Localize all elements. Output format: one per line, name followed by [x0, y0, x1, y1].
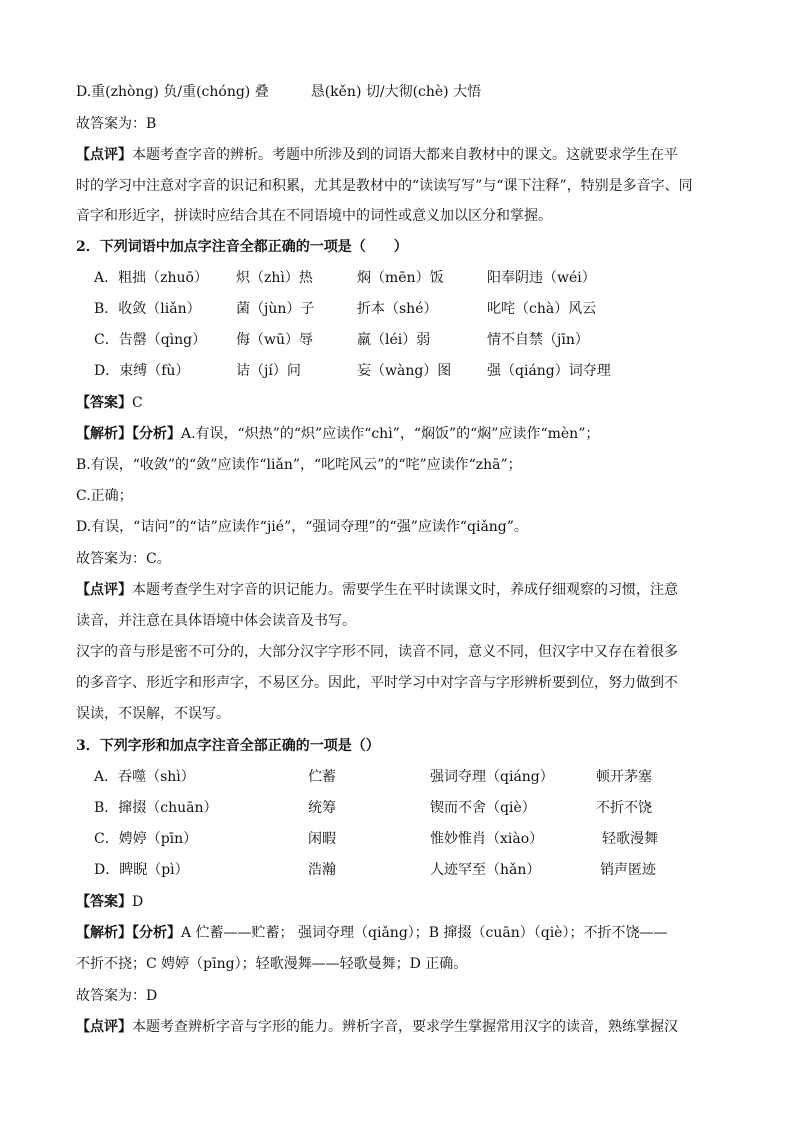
comment-tag: 【点评】 — [76, 1019, 132, 1035]
q2-a-3: 焖（mēn）饭 — [357, 270, 444, 286]
q2-analysis-line-1 — [76, 424, 720, 444]
q1-comment-line-1 — [76, 145, 720, 165]
q3-a-1: A．吞噬（shì） — [94, 769, 195, 785]
q3-b-4: 不折不饶 — [596, 800, 652, 816]
q3-comment-line-1 — [76, 1017, 720, 1037]
comment-tag: 【点评】 — [76, 582, 132, 598]
comment-tag: 【点评】 — [76, 147, 132, 163]
q3-a-2: 伫蓄 — [308, 769, 336, 785]
comment-text: 本题考查学生对字音的识记能力。需要学生在平时读课文时，养成仔细观察的习惯，注意 — [132, 582, 678, 598]
q3-c-3: 惟妙惟肖（xiào） — [430, 831, 544, 847]
q2-comment-line-4: 的多音字、形近字和形声字，不易区分。因此，平时学习中对字音与字形辨析要到位，努力做到不 — [76, 675, 678, 691]
q2-analysis-line-2: B.有误，“收敛”的“敛”应读作“liǎn”，“叱咤风云”的“咤”应读作“zhā”； — [76, 457, 522, 473]
q2-a-2: 炽（zhì）热 — [236, 270, 313, 286]
q3-d-1: D．睥睨（pì） — [94, 862, 189, 878]
analysis-text: A 伫蓄——贮蓄； 强词夺理（qiǎng）；B 撺掇（cuān）（qiè）；不折不饶—— — [181, 925, 668, 941]
analysis-tag: 【解析】【分析】 — [76, 426, 181, 442]
q3-a-4: 顿开茅塞 — [596, 769, 652, 785]
q3-answer-line: 故答案为：D — [76, 988, 158, 1004]
answer-value: D — [132, 894, 144, 910]
q3-d-2: 浩瀚 — [308, 862, 336, 878]
q3-answer — [76, 892, 143, 912]
q1-option-d: D.重(zhòng) 负/重(chóng) 叠 恳(kěn) 切/大彻(chè) 大悟 — [76, 84, 482, 100]
q2-d-4: 强（qiáng）词夺理 — [487, 363, 611, 379]
comment-text: 本题考查字音的辨析。考题中所涉及到的词语大都来自教材中的课文。这就要求学生在平 — [132, 147, 678, 163]
q3-analysis-line-1 — [76, 923, 720, 943]
q2-comment-line-3: 汉字的音与形是密不可分的，大部分汉字字形不同，读音不同，意义不同，但汉字中又存在着很多 — [76, 644, 678, 660]
q3-c-1: C．娉婷（pīn） — [94, 831, 198, 847]
q2-answer-line: 故答案为：C。 — [76, 551, 171, 567]
q3-d-3: 人迹罕至（hǎn） — [430, 862, 541, 878]
q2-analysis-line-4: D.有误，“诘问”的“诘”应读作“jié”，“强词夺理”的“强”应读作“qiǎng”。 — [76, 519, 528, 535]
q1-comment-line-2: 时的学习中注意对字音的识记和积累，尤其是教材中的“读读写写”与“课下注释”，特别是多音字、同 — [76, 178, 693, 194]
q3-analysis-line-2: 不折不挠；C 娉婷（pīng）；轻歌漫舞——轻歌曼舞；D 正确。 — [76, 956, 468, 972]
q2-c-2: 侮（wū）辱 — [236, 332, 313, 348]
comment-text: 本题考查辨析字音与字形的能力。辨析字音，要求学生掌握常用汉字的读音，熟练掌握汉 — [132, 1019, 678, 1035]
q2-d-1: D．束缚（fù） — [94, 363, 190, 379]
q3-c-4: 轻歌漫舞 — [602, 831, 658, 847]
q3-c-2: 闲暇 — [308, 831, 336, 847]
q2-b-2: 菌（jùn）子 — [236, 301, 315, 317]
answer-tag: 【答案】 — [76, 894, 132, 910]
q3-b-3: 锲而不舍（qiè） — [430, 800, 536, 816]
q3-b-1: B．撺掇（chuān） — [94, 800, 218, 816]
answer-tag: 【答案】 — [76, 395, 132, 411]
q3-d-4: 销声匿迹 — [600, 862, 656, 878]
q3-a-3: 强词夺理（qiáng） — [430, 769, 554, 785]
analysis-text: A.有误，“炽热”的“炽”应读作“chì”，“焖饭”的“焖”应读作“mèn”； — [181, 426, 600, 442]
q2-a-1: A．粗拙（zhuō） — [94, 270, 208, 286]
q3-b-2: 统筹 — [308, 800, 336, 816]
q2-comment-line-5: 误读，不误解，不误写。 — [76, 706, 230, 722]
q2-analysis-line-3: C.正确； — [76, 488, 133, 504]
q2-c-4: 情不自禁（jīn） — [487, 332, 589, 348]
q2-b-3: 折本（shé） — [357, 301, 438, 317]
q2-c-1: C．告罄（qìng） — [94, 332, 207, 348]
analysis-tag: 【解析】【分析】 — [76, 925, 181, 941]
q2-comment-line-1 — [76, 580, 720, 600]
q1-comment-line-3: 音字和形近字，拼读时应结合其在不同语境中的词性或意义加以区分和掌握。 — [76, 208, 552, 224]
q2-stem: 2．下列词语中加点字注音全都正确的一项是（ ） — [76, 239, 408, 255]
q2-d-2: 诘（jí）问 — [236, 363, 301, 379]
q2-comment-line-2: 读音，并注意在具体语境中体会读音及书写。 — [76, 613, 356, 629]
q2-b-1: B．收敛（liǎn） — [94, 301, 201, 317]
answer-value: C — [132, 395, 143, 411]
q3-stem: 3．下列字形和加点字注音全部正确的一项是（） — [76, 738, 380, 754]
q2-a-4: 阳奉阴违（wéi） — [487, 270, 596, 286]
q2-b-4: 叱咤（chà）风云 — [487, 301, 597, 317]
q2-d-3: 妄（wàng）图 — [357, 363, 452, 379]
q2-answer — [76, 393, 143, 413]
q1-answer-line: 故答案为：B — [76, 116, 157, 132]
q2-c-3: 羸（léi）弱 — [357, 332, 431, 348]
